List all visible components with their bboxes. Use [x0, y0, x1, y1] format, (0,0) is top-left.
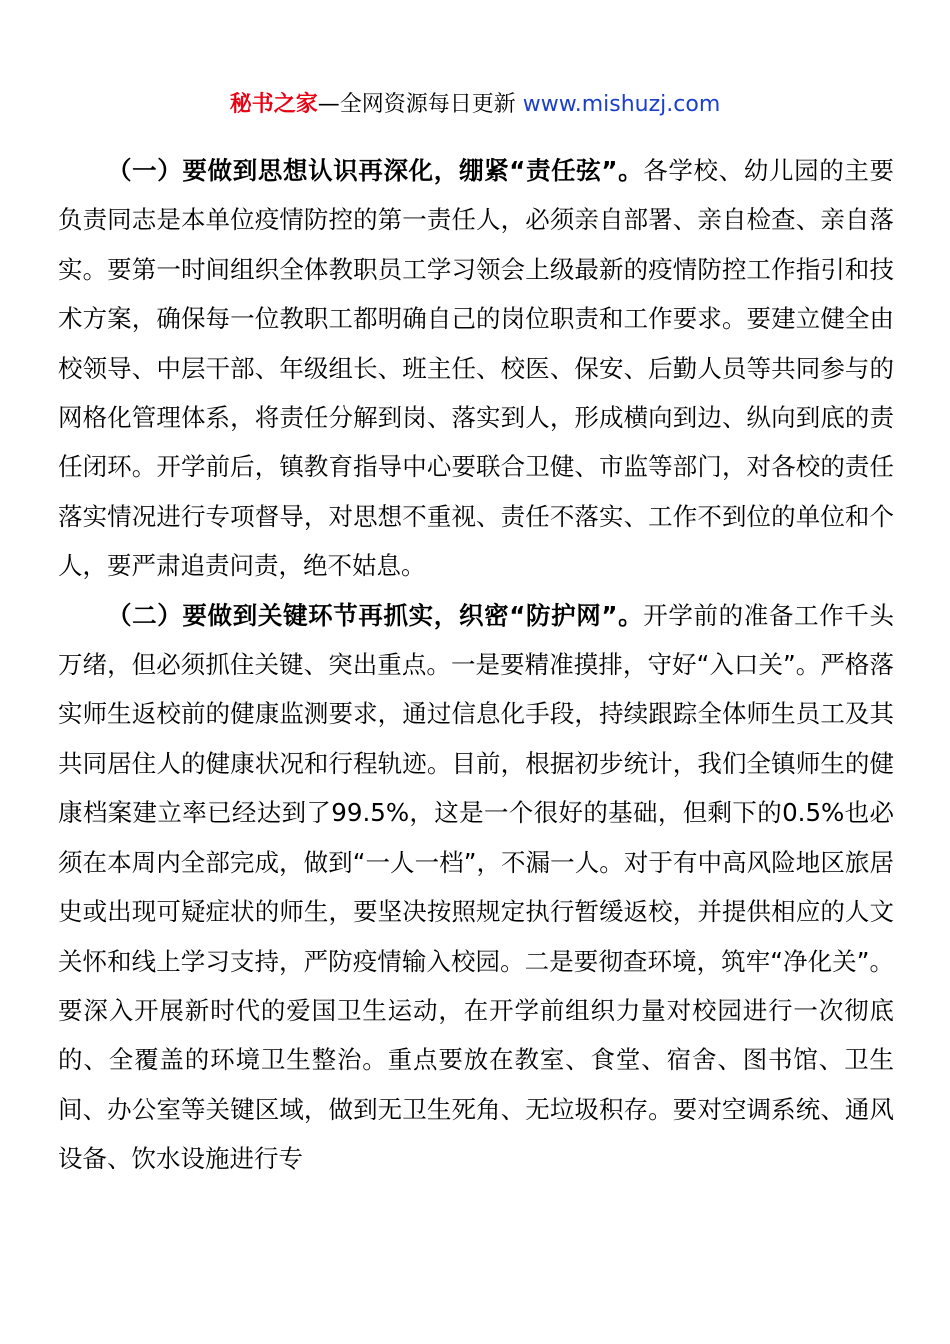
paragraph-2	[58, 591, 894, 1184]
site-header	[0, 88, 950, 122]
header-tagline: 全网资源每日更新	[339, 92, 516, 117]
paragraph-1	[58, 146, 894, 591]
section-heading-1: （一）要做到思想认识再深化，绷紧“责任弦”。	[107, 156, 644, 185]
header-dash: —	[317, 92, 340, 117]
paragraph-text-2: 开学前的准备工作千头万绪，但必须抓住关键、突出重点。一是要精准摸排，守好“入口关”。严格落实师生返校前的健康监测要求，通过信息化手段，持续跟踪全体师生员工及其共同居住人的健康状况和行程轨迹。目前，根据初步统计，我们全镇师生的健康档案建立率已经达到了99.5%，这是一个很好的基础，但剩下的0.5%也必须在本周内全部完成，做到“一人一档”，不漏一人。对于有中高风险地区旅居史或出现可疑症状的师生，要坚决按照规定执行暂缓返校，并提供相应的人文关怀和线上学习支持，严防疫情输入校园。二是要彻查环境，筑牢“净化关”。要深入开展新时代的爱国卫生运动，在开学前组织力量对校园进行一次彻底的、全覆盖的环境卫生整治。重点要放在教室、食堂、宿舍、图书馆、卫生间、办公室等关键区域，做到无卫生死角、无垃圾积存。要对空调系统、通风设备、饮水设施进行专	[58, 600, 895, 1174]
paragraph-text-1: 各学校、幼儿园的主要负责同志是本单位疫情防控的第一责任人，必须亲自部署、亲自检查、亲自落实。要第一时间组织全体教职员工学习领会上级最新的疫情防控工作指引和技术方案，确保每一位教职工都明确自己的岗位职责和工作要求。要建立健全由校领导、中层干部、年级组长、班主任、校医、保安、后勤人员等共同参与的网格化管理体系，将责任分解到岗、落实到人，形成横向到边、纵向到底的责任闭环。开学前后，镇教育指导中心要联合卫健、市监等部门，对各校的责任落实情况进行专项督导，对思想不重视、责任不落实、工作不到位的单位和个人，要严肃追责问责，绝不姑息。	[58, 156, 895, 581]
site-url-link[interactable]: www.mishuzj.com	[522, 92, 721, 117]
section-heading-2: （二）要做到关键环节再抓实，织密“防护网”。	[107, 600, 644, 630]
brand-name: 秘书之家	[229, 92, 318, 117]
document-body	[58, 146, 894, 1184]
